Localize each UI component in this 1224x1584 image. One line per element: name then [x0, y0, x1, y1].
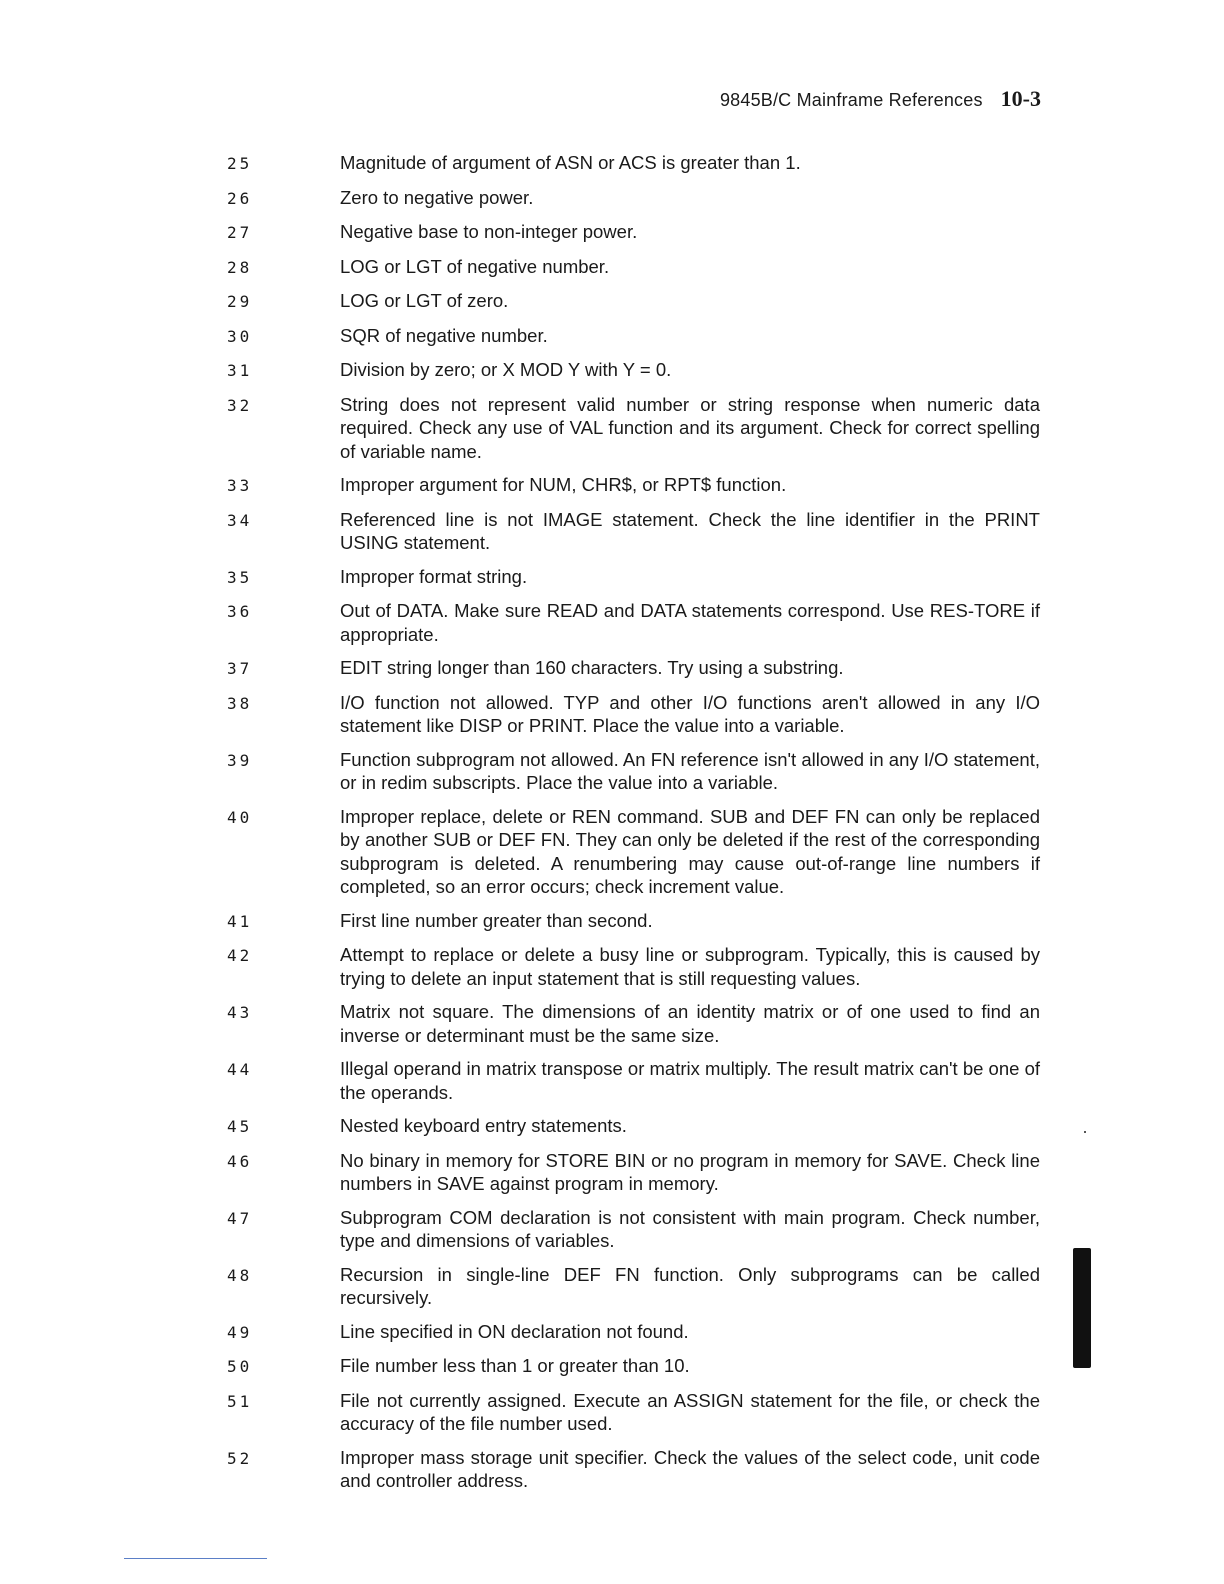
error-description: Out of DATA. Make sure READ and DATA statements correspond. Use RES-TORE if appropriate. — [340, 600, 1040, 645]
error-description: File not currently assigned. Execute an ASSIGN statement for the file, or check the accuracy of the file number used. — [340, 1389, 1040, 1434]
error-code: 41 — [227, 911, 253, 931]
error-description: Negative base to non-integer power. — [340, 221, 638, 242]
error-entry — [227, 943, 1040, 990]
error-entry — [227, 565, 1040, 590]
error-entry — [227, 1206, 1040, 1253]
error-entry — [227, 1000, 1040, 1047]
error-description: First line number greater than second. — [340, 909, 653, 931]
error-entry — [227, 1263, 1040, 1310]
error-description: Improper format string. — [340, 565, 528, 587]
error-entry — [227, 909, 1040, 934]
error-code: 27 — [227, 223, 253, 242]
error-code: 52 — [227, 1448, 253, 1468]
error-description: No binary in memory for STORE BIN or no program in memory for SAVE. Check line numbers in SAVE against program in memory. — [340, 1149, 1040, 1194]
error-code: 48 — [227, 1265, 253, 1285]
error-description: Subprogram COM declaration is not consistent with main program. Check number, type and dimensions of variables. — [340, 1206, 1040, 1251]
error-code: 26 — [227, 188, 253, 208]
error-description: LOG or LGT of zero. — [340, 290, 509, 311]
chapter-thumb-tab — [1073, 1248, 1091, 1368]
error-code: 39 — [227, 750, 253, 770]
error-code: 46 — [227, 1151, 253, 1171]
error-description: LOG or LGT of negative number. — [340, 255, 610, 277]
error-code: 44 — [227, 1060, 253, 1079]
error-entry — [227, 473, 1040, 498]
error-entry — [227, 1320, 1040, 1345]
error-code: 33 — [227, 476, 253, 495]
error-code: 45 — [227, 1117, 253, 1136]
error-description: Improper argument for NUM, CHR$, or RPT$ function. — [340, 474, 787, 495]
error-description: String does not represent valid number or string response when numeric data required. Check any use of VAL function and its argument. Check for correct spelling of variable name. — [340, 393, 1040, 462]
error-entry — [227, 691, 1040, 738]
error-entry — [227, 1057, 1040, 1104]
error-code: 49 — [227, 1322, 253, 1342]
error-code: 25 — [227, 154, 253, 173]
error-code: 50 — [227, 1357, 253, 1376]
error-code: 32 — [227, 395, 253, 415]
error-entry — [227, 748, 1040, 795]
error-entry — [227, 1354, 1040, 1379]
error-entry — [227, 599, 1040, 646]
error-entry — [227, 358, 1040, 383]
error-code: 40 — [227, 807, 253, 827]
error-code: 43 — [227, 1003, 253, 1022]
error-code: 38 — [227, 693, 253, 713]
error-description: Attempt to replace or delete a busy line or subprogram. Typically, this is caused by trying to delete an input statement that is still requesting values. — [340, 944, 1040, 989]
error-entry — [227, 151, 1040, 176]
error-entry — [227, 186, 1040, 211]
error-description: SQR of negative number. — [340, 324, 548, 346]
error-code-list — [227, 151, 1040, 1503]
error-entry — [227, 255, 1040, 280]
error-entry — [227, 1114, 1040, 1139]
page-number: 10-3 — [1000, 86, 1041, 111]
footer-rule — [124, 1558, 267, 1559]
error-description: I/O function not allowed. TYP and other I/O functions aren't allowed in any I/O statement like DISP or PRINT. Place the value into a variable. — [340, 691, 1040, 736]
error-description: Line specified in ON declaration not found. — [340, 1320, 689, 1342]
error-description: Nested keyboard entry statements. — [340, 1115, 627, 1136]
error-code: 29 — [227, 292, 253, 311]
error-entry — [227, 393, 1040, 464]
error-code: 36 — [227, 602, 253, 621]
error-description: Illegal operand in matrix transpose or matrix multiply. The result matrix can't be one of the operands. — [340, 1058, 1040, 1103]
error-description: File number less than 1 or greater than 10. — [340, 1355, 690, 1376]
scan-speck — [1084, 1131, 1086, 1133]
running-header-title: 9845B/C Mainframe References — [719, 90, 983, 110]
error-entry — [227, 220, 1040, 245]
error-description: Improper replace, delete or REN command. SUB and DEF FN can only be replaced by another SUB or DEF FN. They can only be deleted if the rest of the corresponding subprogram is deleted. A renumbering may cause out-of-range line numbers if completed, so an error occurs; check increment value. — [340, 805, 1040, 897]
error-code: 37 — [227, 659, 253, 678]
error-description: Matrix not square. The dimensions of an identity matrix or of one used to find an inverse or determinant must be the same size. — [340, 1001, 1040, 1046]
error-code: 34 — [227, 510, 253, 530]
error-entry — [227, 1446, 1040, 1493]
error-description: Function subprogram not allowed. An FN reference isn't allowed in any I/O statement, or in redim subscripts. Place the value into a variable. — [340, 748, 1040, 793]
error-description: Zero to negative power. — [340, 186, 534, 208]
error-description: EDIT string longer than 160 characters. Try using a substring. — [340, 657, 844, 678]
error-entry — [227, 656, 1040, 681]
error-code: 35 — [227, 567, 253, 587]
error-description: Magnitude of argument of ASN or ACS is greater than 1. — [340, 152, 801, 173]
error-entry — [227, 508, 1040, 555]
error-code: 31 — [227, 361, 253, 380]
error-code: 28 — [227, 257, 253, 277]
error-code: 51 — [227, 1391, 253, 1411]
error-entry — [227, 289, 1040, 314]
error-description: Improper mass storage unit specifier. Check the values of the select code, unit code and controller address. — [340, 1446, 1040, 1491]
page-header — [720, 86, 1041, 112]
error-entry — [227, 805, 1040, 899]
error-description: Referenced line is not IMAGE statement. Check the line identifier in the PRINT USING statement. — [340, 508, 1040, 553]
error-code: 30 — [227, 326, 253, 346]
error-entry — [227, 1389, 1040, 1436]
error-code: 42 — [227, 946, 253, 965]
error-code: 47 — [227, 1208, 253, 1228]
error-description: Division by zero; or X MOD Y with Y = 0. — [340, 359, 672, 380]
error-description: Recursion in single-line DEF FN function. Only subprograms can be called recursively. — [340, 1263, 1040, 1308]
error-entry — [227, 324, 1040, 349]
error-entry — [227, 1149, 1040, 1196]
